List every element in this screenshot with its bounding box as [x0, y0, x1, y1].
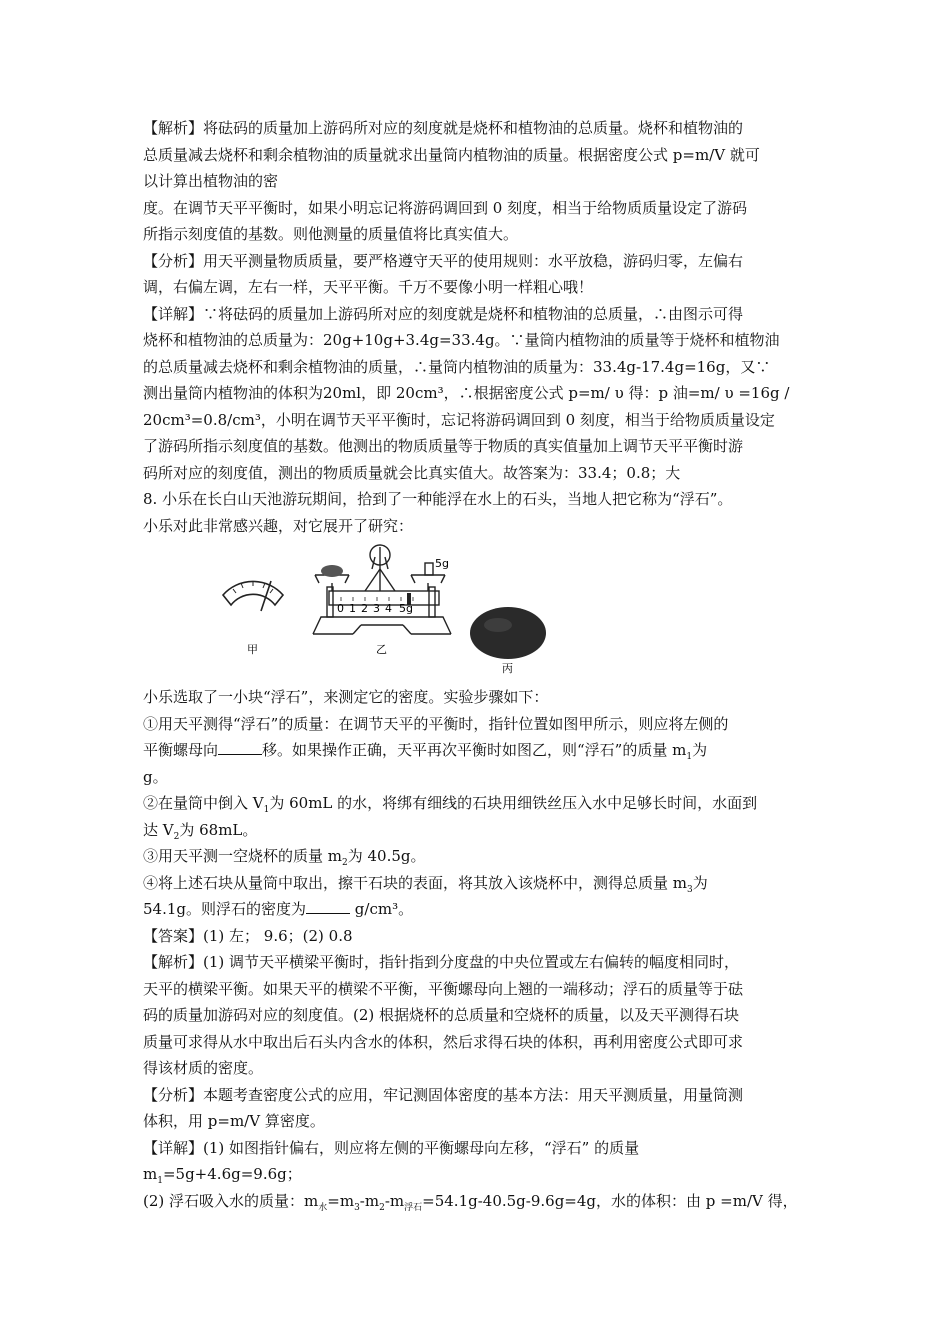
solution-text-block-1 [143, 115, 811, 539]
text-span: (2) 浮石吸入水的质量：m [143, 1191, 319, 1210]
subscript: 1 [686, 752, 693, 762]
text-span: -m [384, 1191, 405, 1210]
text-line: 【分析】用天平测量物质质量，要严格遵守天平的使用规则：水平放稳，游码归零，左偏右 [143, 251, 744, 270]
text-line: 小乐对此非常感兴趣，对它展开了研究： [143, 516, 414, 535]
pointer-dial-figure [223, 581, 283, 611]
text-span: ④将上述石块从量筒中取出，擦干石块的表面，将其放入该烧杯中，测得总质量 m [143, 873, 687, 892]
scale-number: 1 [349, 602, 356, 615]
experiment-figure [143, 527, 811, 677]
text-line: 了游码所指示刻度值的基数。他测出的物质质量等于物质的真实值量加上调节天平平衡时游 [143, 437, 744, 455]
text-line: g。 [143, 767, 168, 786]
text-span: =5g+4.6g=9.6g； [162, 1165, 302, 1183]
figure-label-jia: 甲 [247, 643, 258, 656]
text-line: 【解析】(1) 调节天平横梁平衡时，指针指到分度盘的中央位置或左右偏转的幅度相同时， [143, 953, 740, 971]
text-line: 码的质量加游码对应的刻度值。(2) 根据烧杯的总质量和空烧杯的质量，以及天平测得石块 [143, 1006, 740, 1024]
text-line: 总质量减去烧杯和剩余植物油的质量就求出量筒内植物油的质量。根据密度公式 p=m/V 就可 [143, 145, 760, 164]
subscript: 3 [354, 1202, 360, 1213]
text-span: -m [359, 1191, 380, 1210]
weight-label: 5g [435, 557, 449, 570]
answer-line: 【答案】(1) 左； 9.6；(2) 0.8 [143, 926, 353, 945]
scale-number: 5g [399, 602, 413, 615]
text-line: 【详解】(1) 如图指针偏右，则应将左侧的平衡螺母向左移，“浮石” 的质量 [143, 1138, 640, 1157]
text-span: 为 [692, 741, 708, 759]
text-line: 小乐选取了一小块“浮石”，来测定它的密度。实验步骤如下： [143, 688, 549, 706]
scale-number: 4 [385, 602, 392, 615]
figure-label-yi: 乙 [376, 643, 387, 656]
text-line [143, 870, 811, 897]
text-line: 的总质量减去烧杯和剩余植物油的质量，∴量筒内植物油的质量为：33.4g-17.4g=16g，又∵ [143, 357, 771, 376]
subscript: 水 [318, 1202, 328, 1213]
text-line: 码所对应的刻度值，测出的物质质量就会比真实值大。故答案为：33.4；0.8；大 [143, 463, 681, 482]
scale-number: 2 [361, 602, 368, 615]
text-line: 【详解】∵将砝码的质量加上游码所对应的刻度就是烧杯和植物油的总质量，∴由图示可得 [143, 304, 744, 323]
text-span: m [143, 1165, 158, 1183]
text-line [143, 790, 811, 817]
subscript: 2 [342, 858, 348, 868]
text-line: 20cm³=0.8/cm³，小明在调节天平平衡时，忘记将游码调回到 0 刻度，相当于给物质质量设定 [143, 410, 775, 429]
rider-scale [341, 597, 413, 601]
text-span: 为 40.5g。 [347, 847, 426, 865]
text-span: ②在量筒中倒入 V [143, 794, 264, 812]
pumice-stone-image [470, 607, 546, 659]
text-line: ①用天平测得“浮石”的质量：在调节天平的平衡时，指针位置如图甲所示，则应将左侧的 [143, 714, 729, 733]
question-8-line: 8. 小乐在长白山天池游玩期间，拾到了一种能浮在水上的石头，当地人把它称为“浮石”。 [143, 490, 733, 508]
text-span: g/cm³。 [350, 900, 414, 918]
text-line [143, 896, 811, 923]
text-line [143, 737, 811, 764]
text-line: 以计算出植物油的密 [143, 172, 279, 190]
scale-number: 3 [373, 602, 380, 615]
text-line: 质量可求得从水中取出后石头内含水的体积，然后求得石块的体积，再利用密度公式即可求 [143, 1032, 744, 1051]
text-span: ③用天平测一空烧杯的质量 m [143, 847, 342, 865]
text-line [143, 1188, 811, 1215]
text-span: =m [327, 1191, 355, 1210]
text-span: 移。如果操作正确，天平再次平衡时如图乙，则“浮石”的质量 m [262, 741, 687, 759]
text-line: 调，右偏左调，左右一样，天平平衡。千万不要像小明一样粗心哦！ [143, 278, 594, 296]
text-line [143, 1161, 811, 1188]
text-line: 体积，用 p=m/V 算密度。 [143, 1112, 325, 1130]
text-span: 平衡螺母向 [143, 741, 219, 759]
text-line [143, 817, 811, 844]
pumice-on-pan [321, 565, 343, 577]
text-line: 所指示刻度值的基数。则他测量的质量值将比真实值大。 [143, 225, 519, 243]
text-line: 天平的横梁平衡。如果天平的横梁不平衡，平衡螺母向上翘的一端移动；浮石的质量等于砝 [143, 979, 744, 998]
question-text-block [143, 684, 811, 1214]
subscript: 浮石 [404, 1202, 423, 1213]
answer-blank [306, 899, 350, 914]
subscript: 2 [173, 831, 180, 842]
text-line: 度。在调节天平平衡时，如果小明忘记将游码调回到 0 刻度，相当于给物质质量设定了游码 [143, 198, 748, 217]
text-span: =54.1g-40.5g-9.6g=4g，水的体积：由 p =m/V 得， [422, 1191, 798, 1210]
text-span: 54.1g。则浮石的密度为 [143, 900, 307, 918]
text-span: 为 60mL 的水，将绑有细线的石块用细铁丝压入水中足够长时间，水面到 [269, 794, 758, 812]
answer-blank [218, 740, 262, 755]
subscript: 1 [157, 1176, 163, 1186]
balance-figure [313, 545, 451, 634]
text-line: 得该材质的密度。 [143, 1059, 264, 1077]
text-span: 为 [692, 873, 708, 892]
text-span: 达 V [143, 820, 174, 839]
text-line: 烧杯和植物油的总质量为：20g+10g+3.4g=33.4g。∵量筒内植物油的质量等于烧杯和植物油 [143, 331, 780, 349]
figure-label-bing: 丙 [502, 662, 513, 675]
text-line: 【解析】将砝码的质量加上游码所对应的刻度就是烧杯和植物油的总质量。烧杯和植物油的 [143, 119, 744, 137]
text-line [143, 843, 811, 870]
text-line: 【分析】本题考查密度公式的应用，牢记测固体密度的基本方法：用天平测质量，用量筒测 [143, 1085, 744, 1104]
scale-number: 0 [337, 602, 344, 615]
subscript: 2 [379, 1202, 385, 1213]
pumice-highlight [484, 618, 512, 632]
text-span: 为 68mL。 [179, 820, 258, 839]
text-line: 测出量筒内植物油的体积为20ml，即 20cm³，∴根据密度公式 p=m/ υ 得：p 油=m/ υ =16g / [143, 384, 790, 402]
subscript: 3 [687, 884, 693, 895]
subscript: 1 [263, 805, 270, 815]
